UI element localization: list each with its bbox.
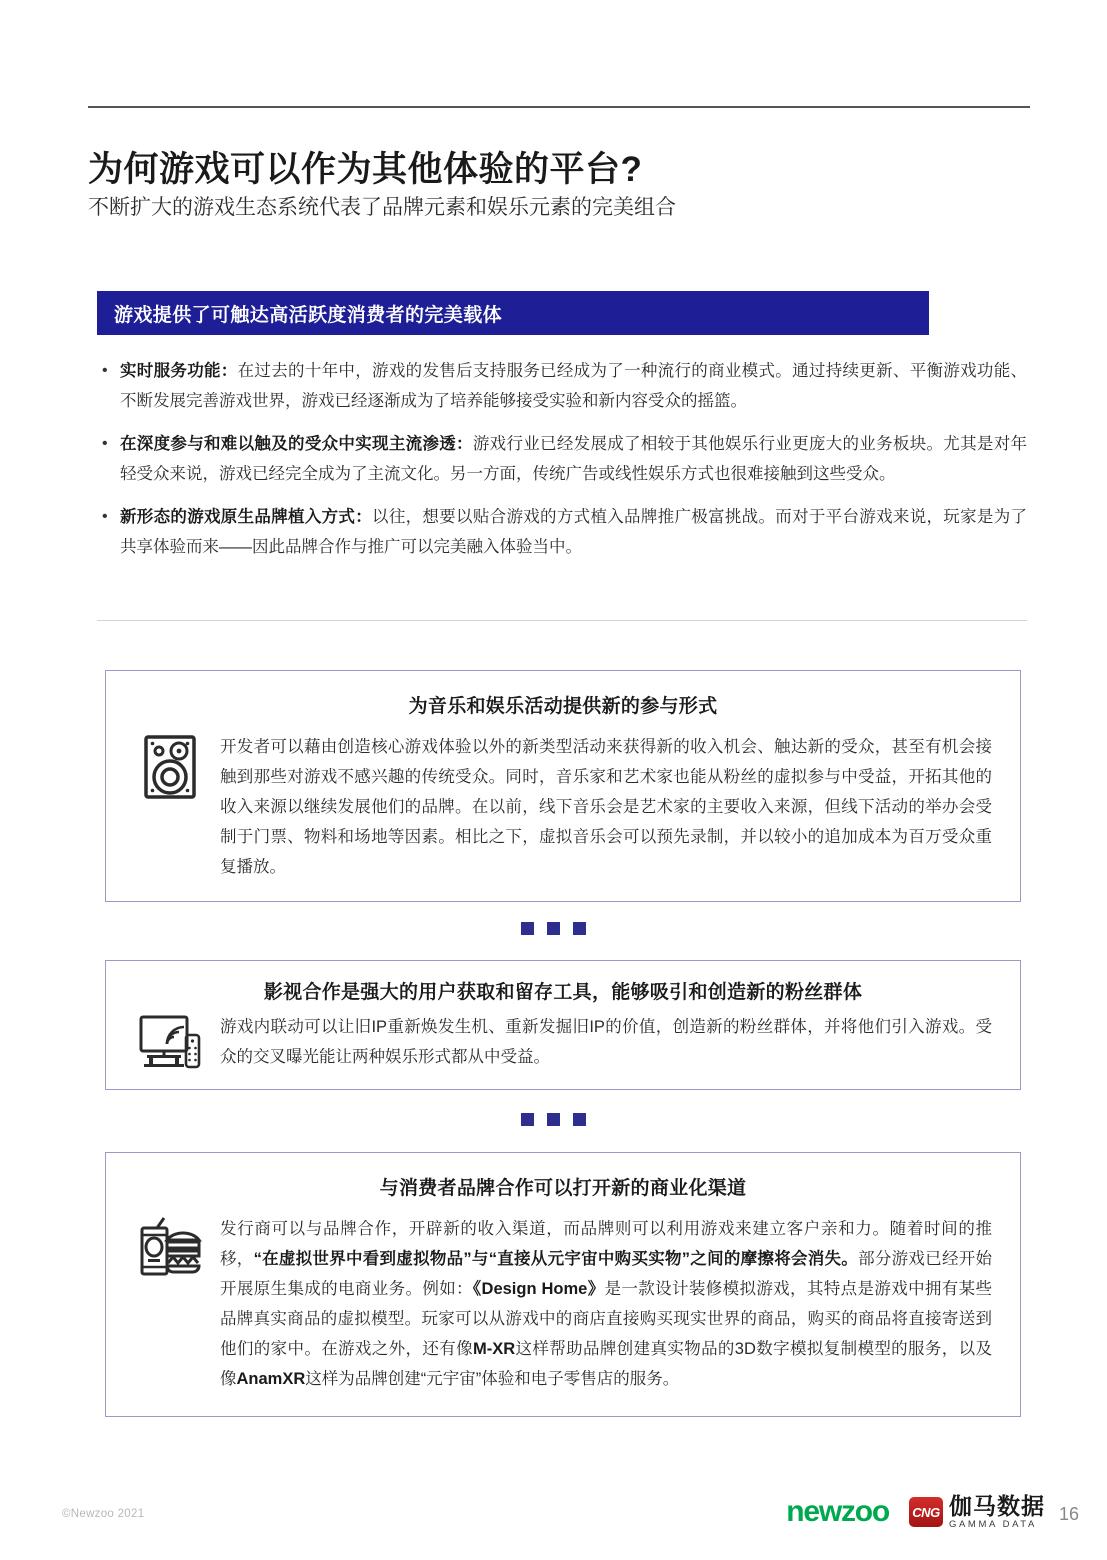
section-banner-label: 游戏提供了可触达高活跃度消费者的完美载体 [114,304,503,326]
card-body [106,718,1020,882]
gamma-data-wordmark [949,1495,1045,1530]
gamma-data-chinese: 伽马数据 [949,1493,1045,1519]
bullet-lead: 实时服务功能： [120,362,238,380]
card-text [220,732,992,882]
card-title: 为音乐和娱乐活动提供新的参与形式 [408,696,718,717]
bullet-lead: 新形态的游戏原生品牌植入方式： [120,508,373,526]
footer-logos [786,1495,1045,1530]
section-divider [97,620,1027,621]
highlight-card [105,1152,1021,1417]
emphasis-text: “在虚拟世界中看到虚拟物品”与“直接从元宇宙中购买实物”之间的摩擦将会消失。 [253,1250,859,1268]
newzoo-logo: newzoo [786,1495,889,1529]
gamma-data-english: GAMMA DATA [949,1519,1037,1530]
body-text: 是一款设计装修模拟游戏，其特点是游戏中拥有某些品牌真实商品的虚拟模型。玩家可以从游戏中的商店直接购买现实世界的商品，购买的商品将直接寄送到他们的家中。在游戏之外，还有像 [220,1280,993,1358]
bullet-item [97,502,1027,562]
highlight-card [105,670,1021,902]
separator-dot [573,922,586,935]
body-text: 这样帮助品牌创建真实物品的3D数字模拟复制模型的服务，以及像 [220,1340,993,1388]
page-number: 16 [1058,1504,1079,1524]
card-body [106,1200,1020,1394]
body-text: 发行商可以与品牌合作，开辟新的收入渠道，而品牌则可以利用游戏来建立客户亲和力。随着时间的推移， [220,1220,992,1268]
header-rule [88,106,1030,108]
emphasis-text: M-XR [473,1340,516,1358]
cng-mark-icon: CNG [909,1497,943,1527]
food-drink-icon [120,1214,220,1394]
card-title: 影视合作是强大的用户获取和留存工具，能够吸引和创造新的粉丝群体 [263,982,863,1003]
dot-separator [0,1113,1107,1126]
body-text: 这样为品牌创建“元宇宙”体验和电子零售店的服务。 [305,1370,680,1388]
card-title: 与消费者品牌合作可以打开新的商业化渠道 [379,1178,747,1199]
separator-dot [547,1113,560,1126]
bullet-text: 新形态的游戏原生品牌植入方式：以往，想要以贴合游戏的方式植入品牌推广极富挑战。而对于平台游戏来说，玩家是为了共享体验而来——因此品牌合作与推广可以完美融入体验当中。 [120,508,1028,556]
card-body [106,1004,1020,1072]
gamma-data-logo [909,1495,1045,1530]
separator-dot [573,1113,586,1126]
bullet-text: 实时服务功能：在过去的十年中，游戏的发售后支持服务已经成为了一种流行的商业模式。通过持续更新、平衡游戏功能、不断发展完善游戏世界，游戏已经逐渐成为了培养能够接受实验和新内容受众的摇篮。 [120,362,1028,410]
separator-dot [521,1113,534,1126]
bullet-item [97,356,1027,416]
page-subtitle: 不断扩大的游戏生态系统代表了品牌元素和娱乐元素的完美组合 [88,196,676,219]
bullet-list [97,356,1027,575]
card-text [220,1012,992,1072]
bullet-marker: • [102,362,108,379]
card-text [220,1214,992,1394]
separator-dot [547,922,560,935]
body-text: 开发者可以藉由创造核心游戏体验以外的新类型活动来获得新的收入机会、触达新的受众，甚至有机会接触到那些对游戏不感兴趣的传统受众。同时，音乐家和艺术家也能从粉丝的虚拟参与中受益，开拓其他的收入来源以继续发展他们的品牌。在以前，线下音乐会是艺术家的主要收入来源，但线下活动的举办会受制于门票、物料和场地等因素。相比之下，虚拟音乐会可以预先录制，并以较小的追加成本为百万受众重复播放。 [220,738,992,876]
page-title: 为何游戏可以作为其他体验的平台? [88,150,643,190]
emphasis-text: 《Design Home》 [472,1280,605,1298]
smart-tv-icon [120,1012,220,1072]
highlight-card [105,960,1021,1090]
dot-separator [0,922,1107,935]
speaker-icon [120,732,220,882]
body-text: 部分游戏已经开始开展原生集成的电商业务。例如： [220,1250,993,1298]
bullet-marker: • [102,435,108,452]
bullet-marker: • [102,508,108,525]
body-text: 游戏内联动可以让旧IP重新焕发生机、重新发掘旧IP的价值，创造新的粉丝群体，并将他们引入游戏。受众的交叉曝光能让两种娱乐形式都从中受益。 [220,1018,992,1066]
copyright-notice: ©Newzoo 2021 [62,1508,145,1520]
separator-dot [521,922,534,935]
emphasis-text: AnamXR [236,1370,306,1388]
bullet-lead: 在深度参与和难以触及的受众中实现主流渗透： [120,435,473,453]
bullet-item [97,429,1027,489]
section-banner [97,291,929,335]
bullet-text: 在深度参与和难以触及的受众中实现主流渗透：游戏行业已经发展成了相较于其他娱乐行业更庞大的业务板块。尤其是对年轻受众来说，游戏已经完全成为了主流文化。另一方面，传统广告或线性娱乐方式也很难接触到这些受众。 [120,435,1028,483]
